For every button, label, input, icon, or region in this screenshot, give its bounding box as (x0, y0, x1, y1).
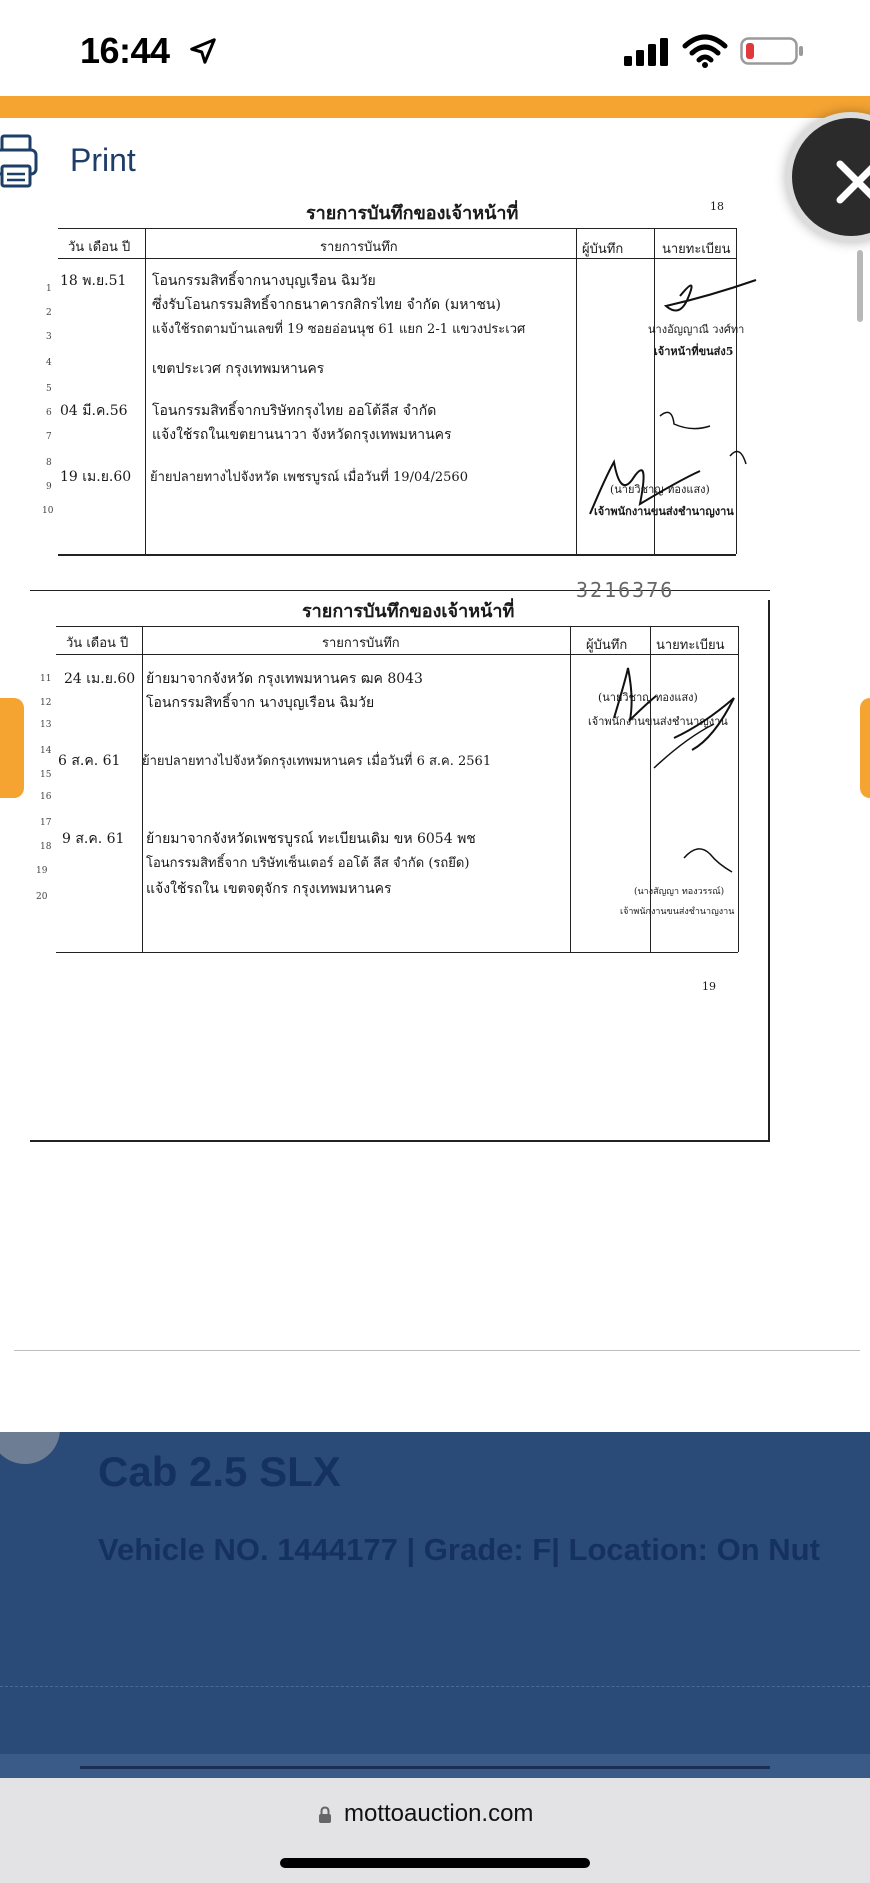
cellular-signal-icon (624, 38, 672, 66)
page1-header-recorder: ผู้บันทึก (582, 242, 624, 257)
entry-line: โอนกรรมสิทธิ์จากนางบุญเรือน ฉิมวัย (152, 273, 376, 289)
line-number: 19 (36, 866, 48, 876)
accent-bar (0, 96, 870, 118)
entry-date: 24 เม.ย.60 (64, 671, 136, 687)
previous-page-tab[interactable] (0, 698, 24, 798)
print-button[interactable]: Print (70, 142, 136, 178)
entry-line: ย้ายมาจากจังหวัดเพชรบูรณ์ ทะเบียนเดิม ขห 6054 พช (146, 831, 476, 847)
entry-date: 19 เม.ย.60 (60, 469, 132, 485)
line-number: 10 (42, 506, 54, 516)
entry-line: เขตประเวศ กรุงเทพมหานคร (152, 361, 325, 377)
home-indicator[interactable] (280, 1858, 590, 1868)
line-number: 6 (46, 408, 52, 418)
line-number: 3 (46, 332, 52, 342)
location-arrow-icon (188, 36, 218, 66)
line-number: 13 (40, 720, 52, 730)
entry-date: 6 ส.ค. 61 (58, 753, 121, 769)
vehicle-title: Cab 2.5 SLX (98, 1448, 341, 1495)
entry-line: ย้ายปลายทางไปจังหวัด เพชรบูรณ์ เมื่อวันที่ 19/04/2560 (150, 470, 468, 485)
officer-note: เจ้าพนักงานขนส่งชำนาญงาน (620, 907, 735, 917)
line-number: 7 (46, 432, 52, 442)
entry-date: 18 พ.ย.51 (60, 273, 127, 289)
panel-footer-line (80, 1766, 770, 1769)
page2-number: 19 (702, 980, 716, 993)
line-number: 11 (40, 674, 52, 684)
entry-date: 9 ส.ค. 61 (62, 831, 125, 847)
status-time: 16:44 (80, 30, 170, 71)
page1-header-date: วัน เดือน ปี (68, 240, 131, 255)
content-divider (14, 1350, 860, 1351)
officer-note: นางอัญญาณี วงศ์ทา (648, 323, 745, 336)
document-scan (0, 118, 870, 1348)
url-text[interactable]: mottoauction.com (344, 1800, 534, 1827)
lock-icon (318, 1806, 332, 1824)
page1-title: รายการบันทึกของเจ้าหน้าที่ (306, 203, 519, 224)
vehicle-details: Vehicle NO. 1444177 | Grade: F| Location: On Nut (98, 1532, 820, 1567)
officer-note: (นางสัญญา ทองวรรณ์) (634, 887, 725, 897)
entry-line: ซึ่งรับโอนกรรมสิทธิ์จากธนาคารกสิกรไทย จำกัด (มหาชน) (152, 297, 501, 313)
info-icon (0, 1432, 60, 1464)
entry-date: 04 มี.ค.56 (60, 403, 128, 419)
page2-header-entry: รายการบันทึก (322, 636, 400, 651)
page2-header-registrar: นายทะเบียน (656, 638, 725, 653)
line-number: 15 (40, 770, 52, 780)
printer-icon[interactable] (0, 132, 44, 190)
officer-note: เจ้าพนักงานขนส่งชำนาญงาน (588, 715, 728, 728)
entry-line: แจ้งใช้รถใน เขตจตุจักร กรุงเทพมหานคร (146, 881, 392, 897)
line-number: 4 (46, 358, 52, 368)
page1-header-registrar: นายทะเบียน (662, 242, 731, 257)
status-bar (0, 0, 870, 96)
entry-line: ย้ายปลายทางไปจังหวัดกรุงเทพมหานคร เมื่อวันที่ 6 ส.ค. 2561 (142, 754, 492, 769)
line-number: 5 (46, 384, 52, 394)
officer-note: เจ้าหน้าที่ขนส่ง5 (654, 345, 734, 358)
page1-number: 18 (710, 200, 724, 213)
stamp-number: 3216376 (576, 578, 675, 602)
entry-line: แจ้งใช้รถในเขตยานนาวา จังหวัดกรุงเทพมหานคร (152, 427, 452, 443)
line-number: 1 (46, 284, 52, 294)
officer-note: (นายวิชาญ ทองแสง) (598, 691, 698, 704)
line-number: 12 (40, 698, 52, 708)
page2-header-date: วัน เดือน ปี (66, 636, 129, 651)
line-number: 20 (36, 892, 48, 902)
signature-image (570, 266, 770, 516)
line-number: 18 (40, 842, 52, 852)
page1-header-entry: รายการบันทึก (320, 240, 398, 255)
line-number: 16 (40, 792, 52, 802)
line-number: 8 (46, 458, 52, 468)
entry-line: โอนกรรมสิทธิ์จาก บริษัทเซ็นเตอร์ ออโต้ ลีส จำกัด (รถยึด) (146, 856, 470, 871)
vehicle-info-panel (0, 1432, 870, 1778)
entry-line: แจ้งใช้รถตามบ้านเลขที่ 19 ซอยอ่อนนุช 61 แยก 2-1 แขวงประเวศ (152, 322, 526, 337)
page2-header-recorder: ผู้บันทึก (586, 638, 628, 653)
next-page-tab[interactable] (860, 698, 870, 798)
officer-note: (นายวิชาญ ทองแสง) (610, 483, 710, 496)
wifi-icon (682, 34, 728, 68)
close-icon (828, 152, 870, 212)
line-number: 17 (40, 818, 52, 828)
line-number: 2 (46, 308, 52, 318)
entry-line: ย้ายมาจากจังหวัด กรุงเทพมหานคร ฒค 8043 (146, 671, 423, 687)
line-number: 14 (40, 746, 52, 756)
scrollbar-thumb[interactable] (857, 250, 863, 322)
battery-low-icon (740, 36, 804, 66)
page2-title: รายการบันทึกของเจ้าหน้าที่ (302, 601, 515, 622)
entry-line: โอนกรรมสิทธิ์จากบริษัทกรุงไทย ออโต้ลีส จำกัด (152, 403, 437, 419)
entry-line: โอนกรรมสิทธิ์จาก นางบุญเรือน ฉิมวัย (146, 695, 375, 711)
line-number: 9 (46, 482, 52, 492)
officer-note: เจ้าพนักงานขนส่งชำนาญงาน (594, 505, 734, 518)
panel-divider (0, 1686, 870, 1687)
browser-url-bar[interactable] (0, 1778, 870, 1883)
signature-image (574, 658, 770, 918)
